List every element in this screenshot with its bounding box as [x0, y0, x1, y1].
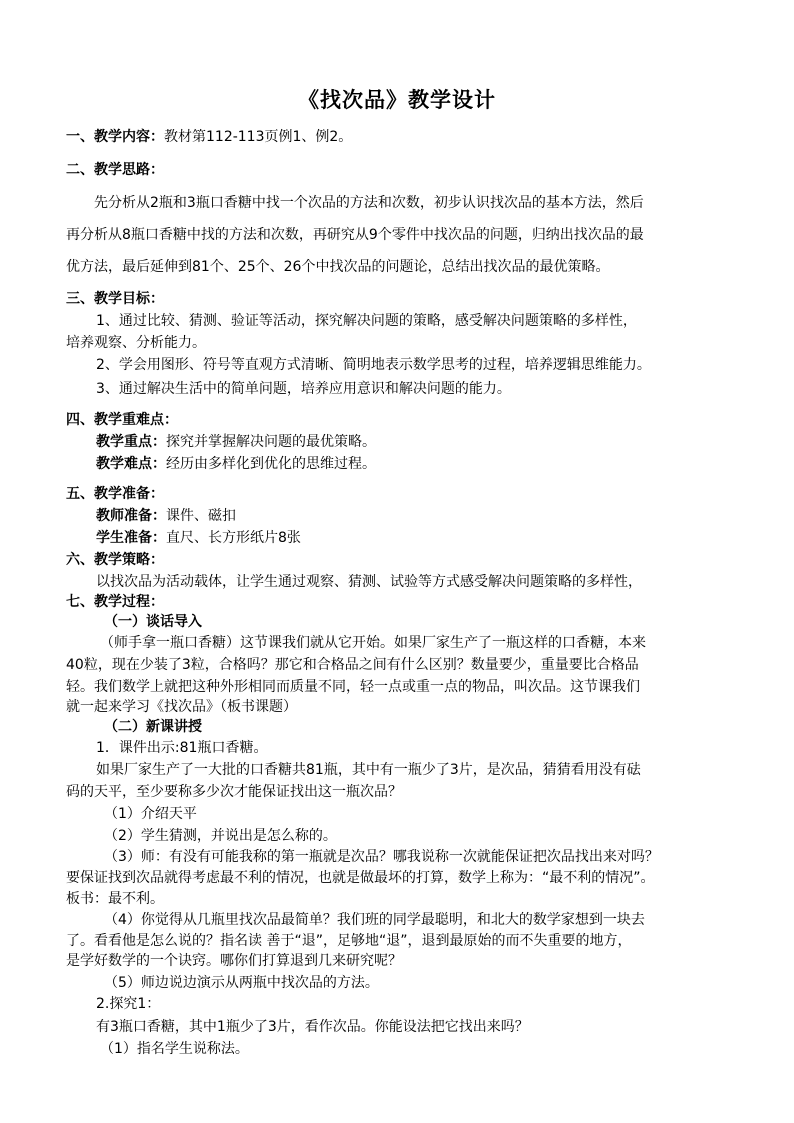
paragraph-text: 直尺、长方形纸片8张 — [166, 530, 301, 546]
paragraph-line: 有3瓶口香糖，其中1瓶少了3片，看作次品。你能设法把它找出来吗？ — [96, 1019, 529, 1035]
paragraph-line: （5）师边说边演示从两瓶中找次品的方法。 — [104, 975, 379, 991]
section-heading-preparation — [66, 485, 164, 503]
paragraph-line: 2、学会用图形、符号等直观方式清晰、简明地表示数学思考的过程，培养逻辑思维能力。 — [96, 357, 651, 373]
heading-label: 七、教学过程： — [66, 594, 164, 610]
paragraph-line: （1）指名学生说称法。 — [100, 1041, 249, 1057]
paragraph-text: 探究并掌握解决问题的最优策略。 — [166, 434, 376, 450]
paragraph-text: 经历由多样化到优化的思维过程。 — [166, 456, 376, 472]
paragraph-line: 板书：最不利。 — [66, 891, 164, 907]
paragraph-line: （3）师：有没有可能我称的第一瓶就是次品？哪我说称一次就能保证把次品找出来对吗？ — [104, 849, 659, 865]
paragraph-text: 课件、磁扣 — [166, 508, 236, 524]
heading-label: 教师准备： — [96, 508, 166, 524]
paragraph-line: 是学好数学的一个诀窍。哪你们打算退到几来研究呢？ — [66, 953, 402, 969]
paragraph-line: 先分析从2瓶和3瓶口香糖中找一个次品的方法和次数，初步认识找次品的基本方法，然后 — [94, 195, 644, 211]
heading-label: （一）谈话导入 — [104, 614, 202, 630]
paragraph-line: 优方法，最后延伸到81个、25个、26个中找次品的问题论，总结出找次品的最优策略。 — [66, 259, 610, 275]
heading-label: 五、教学准备： — [66, 486, 164, 502]
paragraph-line: 就一起来学习《找次品》（板书课题） — [66, 699, 297, 715]
heading-label: 教学难点： — [96, 456, 166, 472]
subsection-heading-intro — [104, 613, 202, 631]
paragraph-line: 了。看看他是怎么说的？指名读 善于“退”，足够地“退”，退到最原始的而不失重要的地方， — [66, 933, 632, 949]
difficulty-line — [96, 455, 376, 473]
paragraph-line: （4）你觉得从几瓶里找次品最简单？我们班的同学最聪明，和北大的数学家想到一块去 — [104, 912, 645, 928]
paragraph-text: 教材第112-113页例1、例2。 — [164, 129, 353, 145]
paragraph-line: 1、通过比较、猜测、验证等活动，探究解决问题的策略，感受解决问题策略的多样性， — [96, 313, 637, 329]
section-heading-approach — [66, 161, 164, 179]
paragraph-line: 码的天平，至少要称多少次才能保证找出这一瓶次品？ — [66, 784, 402, 800]
section-heading-content — [66, 128, 352, 146]
paragraph-line: （1）介绍天平 — [104, 806, 197, 822]
paragraph-line: 以找次品为活动载体，让学生通过观察、猜测、试验等方式感受解决问题策略的多样性， — [96, 574, 642, 590]
section-heading-goals — [66, 290, 164, 308]
heading-label: （二）新课讲授 — [104, 719, 202, 735]
paragraph-line: 40粒，现在少装了3粒，合格吗？那它和合格品之间有什么区别？数量要少，重量要比合格品 — [66, 657, 639, 673]
section-heading-key-points — [66, 411, 178, 429]
paragraph-line: （2）学生猜测，并说出是怎么称的。 — [104, 828, 337, 844]
paragraph-line: 2.探究1： — [96, 996, 161, 1012]
paragraph-line: 培养观察、分析能力。 — [66, 335, 206, 351]
heading-label: 教学重点： — [96, 434, 166, 450]
paragraph-line: 1．课件出示:81瓶口香糖。 — [96, 740, 268, 756]
paragraph-line: 轻。我们数学上就把这种外形相同而质量不同，轻一点或重一点的物品，叫次品。这节课我们 — [66, 679, 640, 695]
student-prep-line — [96, 529, 301, 547]
document-title: 《找次品》教学设计 — [298, 88, 496, 112]
paragraph-line: 要保证找到次品就得考虑最不利的情况，也就是做最坏的打算，数学上称为：“最不利的情况”。 — [66, 870, 655, 886]
subsection-heading-new-lesson — [104, 718, 202, 736]
paragraph-line: 再分析从8瓶口香糖中找的方法和次数，再研究从9个零件中找次品的问题，归纳出找次品的最 — [66, 227, 644, 243]
paragraph-line: 3、通过解决生活中的简单问题，培养应用意识和解决问题的能力。 — [96, 381, 511, 397]
section-heading-process — [66, 593, 164, 611]
heading-label: 四、教学重难点： — [66, 412, 178, 428]
heading-label: 二、教学思路： — [66, 162, 164, 178]
heading-label: 三、教学目标： — [66, 291, 164, 307]
heading-label: 学生准备： — [96, 530, 166, 546]
heading-label: 一、教学内容： — [66, 129, 164, 145]
paragraph-line: （师手拿一瓶口香糖）这节课我们就从它开始。如果厂家生产了一瓶这样的口香糖，本来 — [100, 635, 646, 651]
section-heading-strategy — [66, 551, 164, 569]
teacher-prep-line — [96, 507, 236, 525]
key-point-line — [96, 433, 376, 451]
heading-label: 六、教学策略： — [66, 552, 164, 568]
paragraph-line: 如果厂家生产了一大批的口香糖共81瓶，其中有一瓶少了3片，是次品，猜猜看用没有砝 — [96, 762, 641, 778]
